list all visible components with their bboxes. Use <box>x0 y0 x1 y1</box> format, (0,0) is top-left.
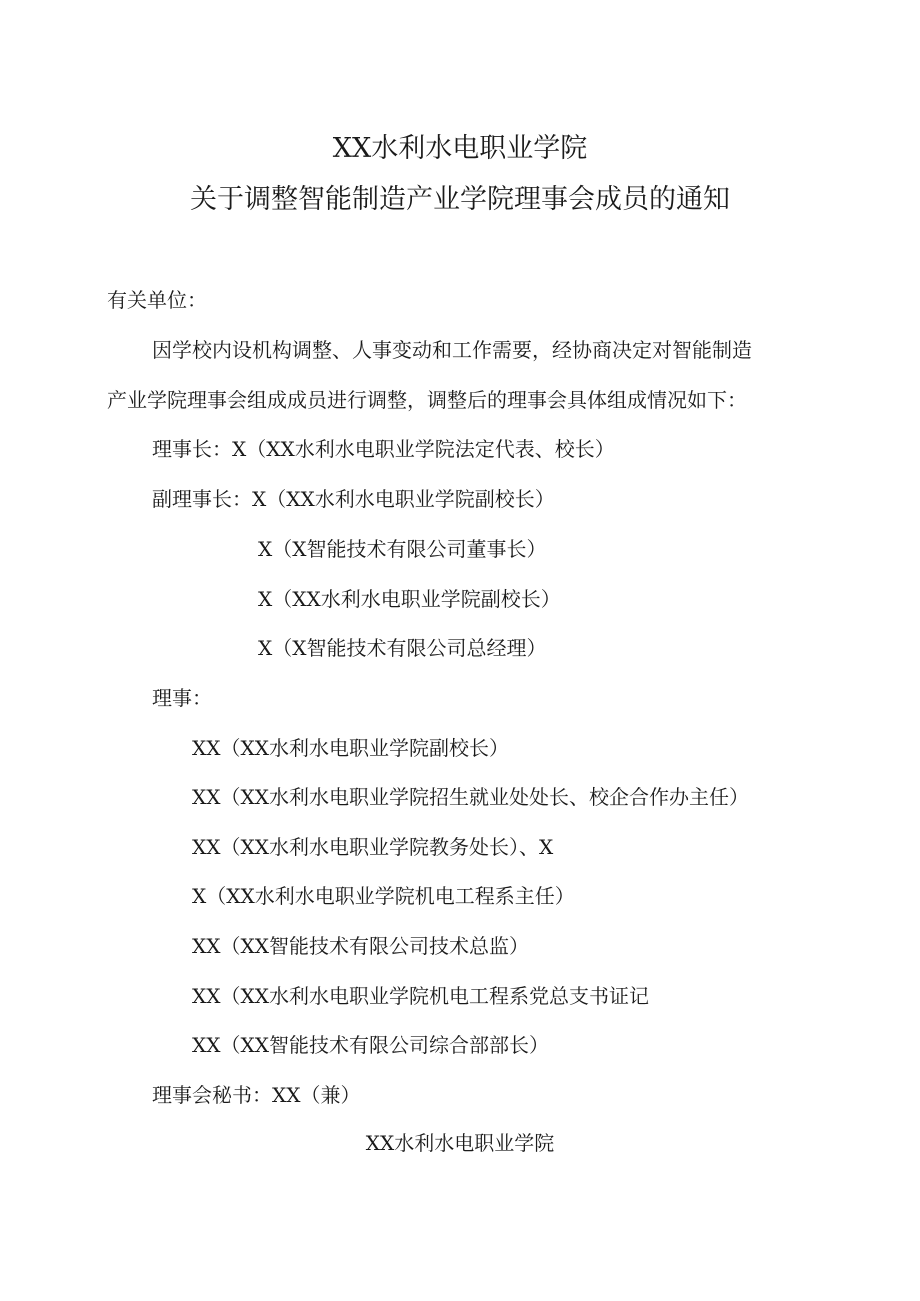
signature-issuer: XX水利水电职业学院 <box>365 1131 555 1155</box>
body-paragraph-line-1: 因学校内设机构调整、人事变动和工作需要，经协商决定对智能制造 <box>152 338 752 362</box>
director-item: XX（XX水利水电职业学院副校长） <box>192 736 509 760</box>
document-issuer-title: XX水利水电职业学院 <box>332 133 588 164</box>
document-notice-title: 关于调整智能制造产业学院理事会成员的通知 <box>190 184 730 215</box>
vice-chairman-line: 副理事长：X（XX水利水电职业学院副校长） <box>152 487 555 511</box>
directors-label: 理事： <box>152 686 212 710</box>
director-item: XX（XX智能技术有限公司技术总监） <box>192 934 529 958</box>
vice-chairman-item: X（X智能技术有限公司总经理） <box>258 636 547 660</box>
director-item: XX（XX智能技术有限公司综合部部长） <box>192 1033 549 1057</box>
salutation: 有关单位： <box>107 288 207 312</box>
body-paragraph-line-2: 产业学院理事会组成成员进行调整，调整后的理事会具体组成情况如下： <box>107 388 747 412</box>
secretary-line: 理事会秘书：XX（兼） <box>152 1083 361 1107</box>
director-item: XX（XX水利水电职业学院机电工程系党总支书证记 <box>192 984 649 1008</box>
vice-chairman-item: X（X智能技术有限公司董事长） <box>258 537 547 561</box>
director-item: XX（XX水利水电职业学院招生就业处处长、校企合作办主任） <box>192 785 749 809</box>
vice-chairman-item: X（XX水利水电职业学院副校长） <box>258 587 561 611</box>
director-item: X（XX水利水电职业学院机电工程系主任） <box>192 884 575 908</box>
chairman-line: 理事长：X（XX水利水电职业学院法定代表、校长） <box>152 437 615 461</box>
director-item: XX（XX水利水电职业学院教务处长）、X <box>192 835 554 859</box>
